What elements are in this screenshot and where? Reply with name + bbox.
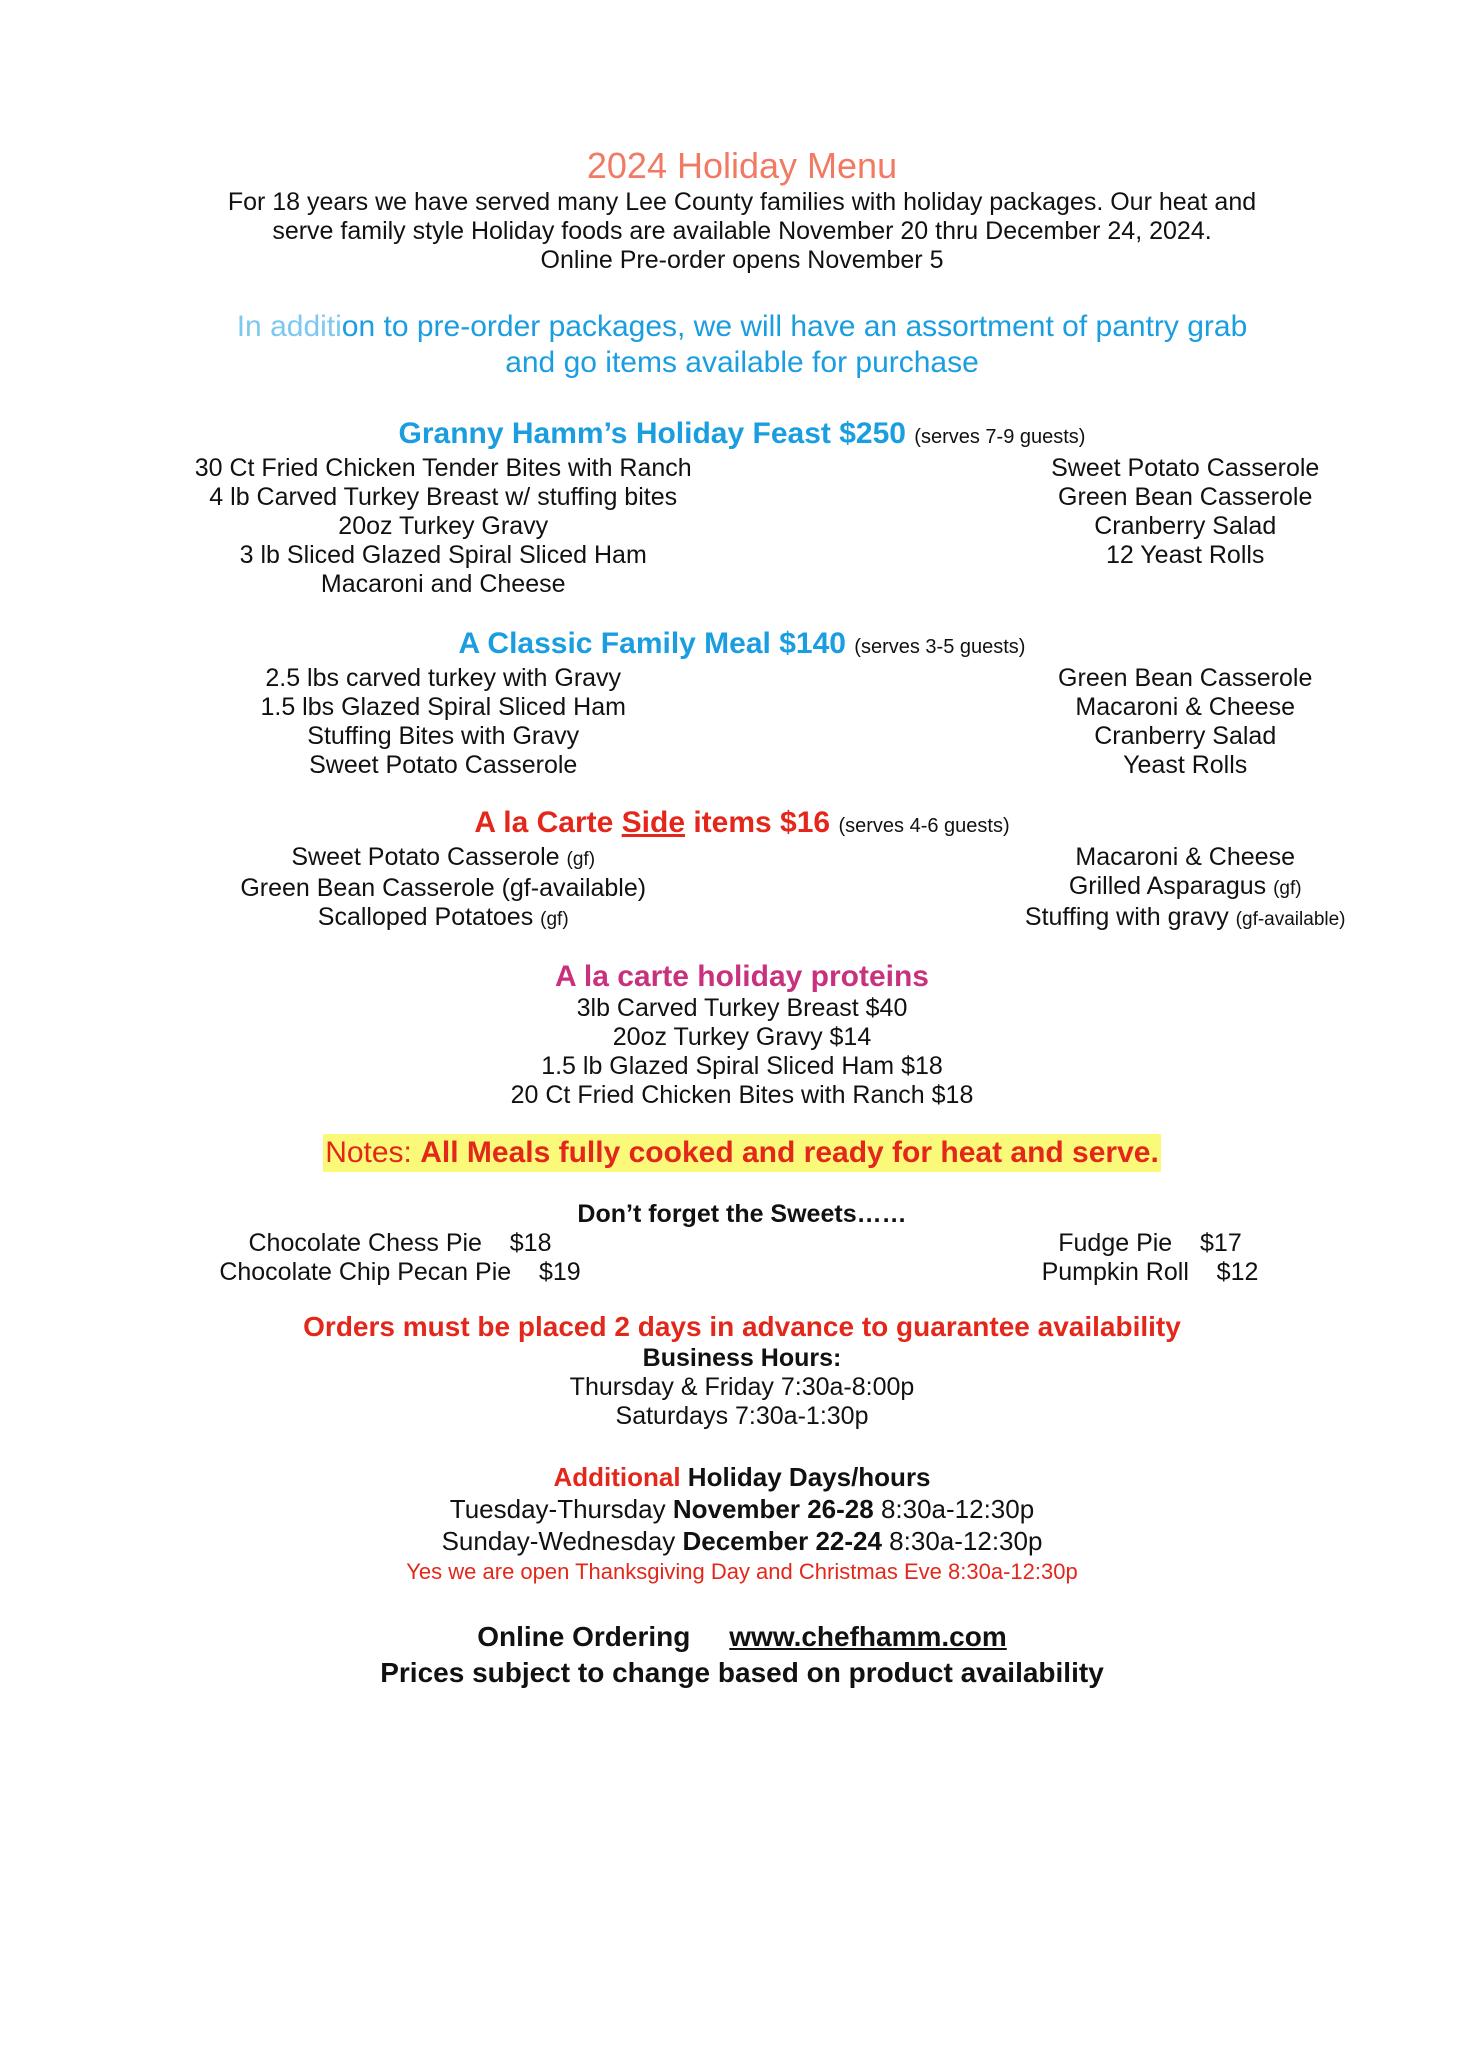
menu-page <box>0 146 1484 2066</box>
list-item: Chocolate Chess Pie $18 <box>248 1229 552 1257</box>
list-item: 20oz Turkey Gravy <box>338 512 549 540</box>
additional-hours-line: Sunday-Wednesday December 22-24 8:30a-12:30p <box>441 1526 1043 1556</box>
proteins-heading: A la carte holiday proteins <box>555 960 929 993</box>
list-item: 3 lb Sliced Glazed Spiral Sliced Ham <box>239 541 647 569</box>
pantry-text: on to pre-order packages, we will have an assortment of pantry grab <box>341 310 1248 343</box>
feast-title: Granny Hamm’s Holiday Feast $250 <box>398 417 906 450</box>
classic-left-column <box>0 664 886 780</box>
list-item: Grilled Asparagus (gf) <box>1068 872 1302 900</box>
intro-line: Online Pre-order opens November 5 <box>540 246 944 274</box>
sweets-left-column <box>0 1229 890 1287</box>
sweets-right-column <box>850 1229 1450 1287</box>
list-item: Yeast Rolls <box>1123 751 1248 779</box>
list-item: Green Bean Casserole <box>1058 483 1313 511</box>
classic-right-column <box>886 664 1484 780</box>
intro-line: For 18 years we have served many Lee County families with holiday packages. Our heat and <box>227 188 1257 216</box>
list-item: Macaroni and Cheese <box>320 570 566 598</box>
list-item: Green Bean Casserole <box>1058 664 1313 692</box>
prices-note: Prices subject to change based on product availability <box>380 1657 1104 1688</box>
list-item: Sweet Potato Casserole (gf) <box>291 843 596 871</box>
notes-label: Notes: <box>325 1136 421 1169</box>
proteins-list <box>0 994 1484 1110</box>
list-item: 30 Ct Fried Chicken Tender Bites with Ranch <box>194 454 692 482</box>
list-item: Stuffing Bites with Gravy <box>307 722 580 750</box>
sides-items <box>0 843 1484 934</box>
list-item: 12 Yeast Rolls <box>1105 541 1265 569</box>
list-item: Fudge Pie $17 <box>1058 1229 1242 1257</box>
list-item: Cranberry Salad <box>1094 512 1277 540</box>
hours-line: Saturdays 7:30a-1:30p <box>615 1402 869 1430</box>
pantry-text-line2: and go items available for purchase <box>505 346 979 379</box>
sides-title: A la Carte Side items $16 <box>474 806 831 839</box>
list-item: Sweet Potato Casserole <box>1051 454 1320 482</box>
sides-right-column <box>886 843 1484 934</box>
sides-heading <box>0 806 1484 843</box>
list-item: 1.5 lbs Glazed Spiral Sliced Ham <box>260 693 626 721</box>
list-item: Green Bean Casserole (gf-available) <box>240 874 647 902</box>
feast-items <box>0 454 1484 599</box>
pantry-light-text: In additi <box>236 310 342 343</box>
notes-highlight <box>323 1134 1161 1172</box>
pantry-note <box>0 309 1484 381</box>
feast-serves: (serves 7-9 guests) <box>914 426 1086 448</box>
feast-heading <box>0 417 1484 454</box>
notes-section <box>0 1134 1484 1172</box>
online-ordering-label: Online Ordering <box>477 1621 691 1652</box>
list-item: Macaroni & Cheese <box>1075 843 1295 871</box>
intro-text <box>0 188 1484 275</box>
sweets-items <box>0 1229 1484 1287</box>
list-item: Cranberry Salad <box>1094 722 1277 750</box>
classic-serves: (serves 3-5 guests) <box>854 636 1026 658</box>
orders-note: Orders must be placed 2 days in advance to guarantee availability <box>303 1311 1181 1342</box>
hours-line: Thursday & Friday 7:30a-8:00p <box>569 1373 915 1401</box>
list-item: 20oz Turkey Gravy $14 <box>612 1023 872 1051</box>
list-item: Scalloped Potatoes (gf) <box>317 903 569 931</box>
list-item: Pumpkin Roll $12 <box>1041 1258 1259 1286</box>
list-item: Stuffing with gravy (gf-available) <box>1024 903 1346 931</box>
feast-left-column <box>0 454 886 599</box>
intro-line: serve family style Holiday foods are available November 20 thru December 24, 2024. <box>272 217 1212 245</box>
holiday-open-note: Yes we are open Thanksgiving Day and Christmas Eve 8:30a-12:30p <box>406 1559 1078 1584</box>
page-title: 2024 Holiday Menu <box>586 145 898 186</box>
sweets-heading: Don’t forget the Sweets…… <box>577 1200 907 1228</box>
list-item: 1.5 lb Glazed Spiral Sliced Ham $18 <box>541 1052 943 1080</box>
notes-text: All Meals fully cooked and ready for heat and serve. <box>420 1136 1159 1169</box>
additional-hours-heading: Additional Holiday Days/hours <box>553 1462 931 1492</box>
classic-title: A Classic Family Meal $140 <box>458 627 846 660</box>
list-item: Chocolate Chip Pecan Pie $19 <box>219 1258 581 1286</box>
online-ordering <box>0 1619 1484 1655</box>
list-item: 4 lb Carved Turkey Breast w/ stuffing bites <box>209 483 678 511</box>
sides-serves: (serves 4-6 guests) <box>838 815 1010 837</box>
list-item: 2.5 lbs carved turkey with Gravy <box>265 664 622 692</box>
business-hours-list <box>0 1373 1484 1431</box>
sides-left-column <box>0 843 886 934</box>
additional-hours-line: Tuesday-Thursday November 26-28 8:30a-12:30p <box>449 1494 1035 1524</box>
classic-heading <box>0 627 1484 664</box>
classic-items <box>0 664 1484 780</box>
feast-right-column <box>886 454 1484 599</box>
website-link[interactable]: www.chefhamm.com <box>729 1621 1007 1652</box>
list-item: Sweet Potato Casserole <box>309 751 578 779</box>
business-hours-heading: Business Hours: <box>642 1344 842 1372</box>
list-item: 3lb Carved Turkey Breast $40 <box>576 994 908 1022</box>
list-item: 20 Ct Fried Chicken Bites with Ranch $18 <box>510 1081 974 1109</box>
list-item: Macaroni & Cheese <box>1075 693 1295 721</box>
